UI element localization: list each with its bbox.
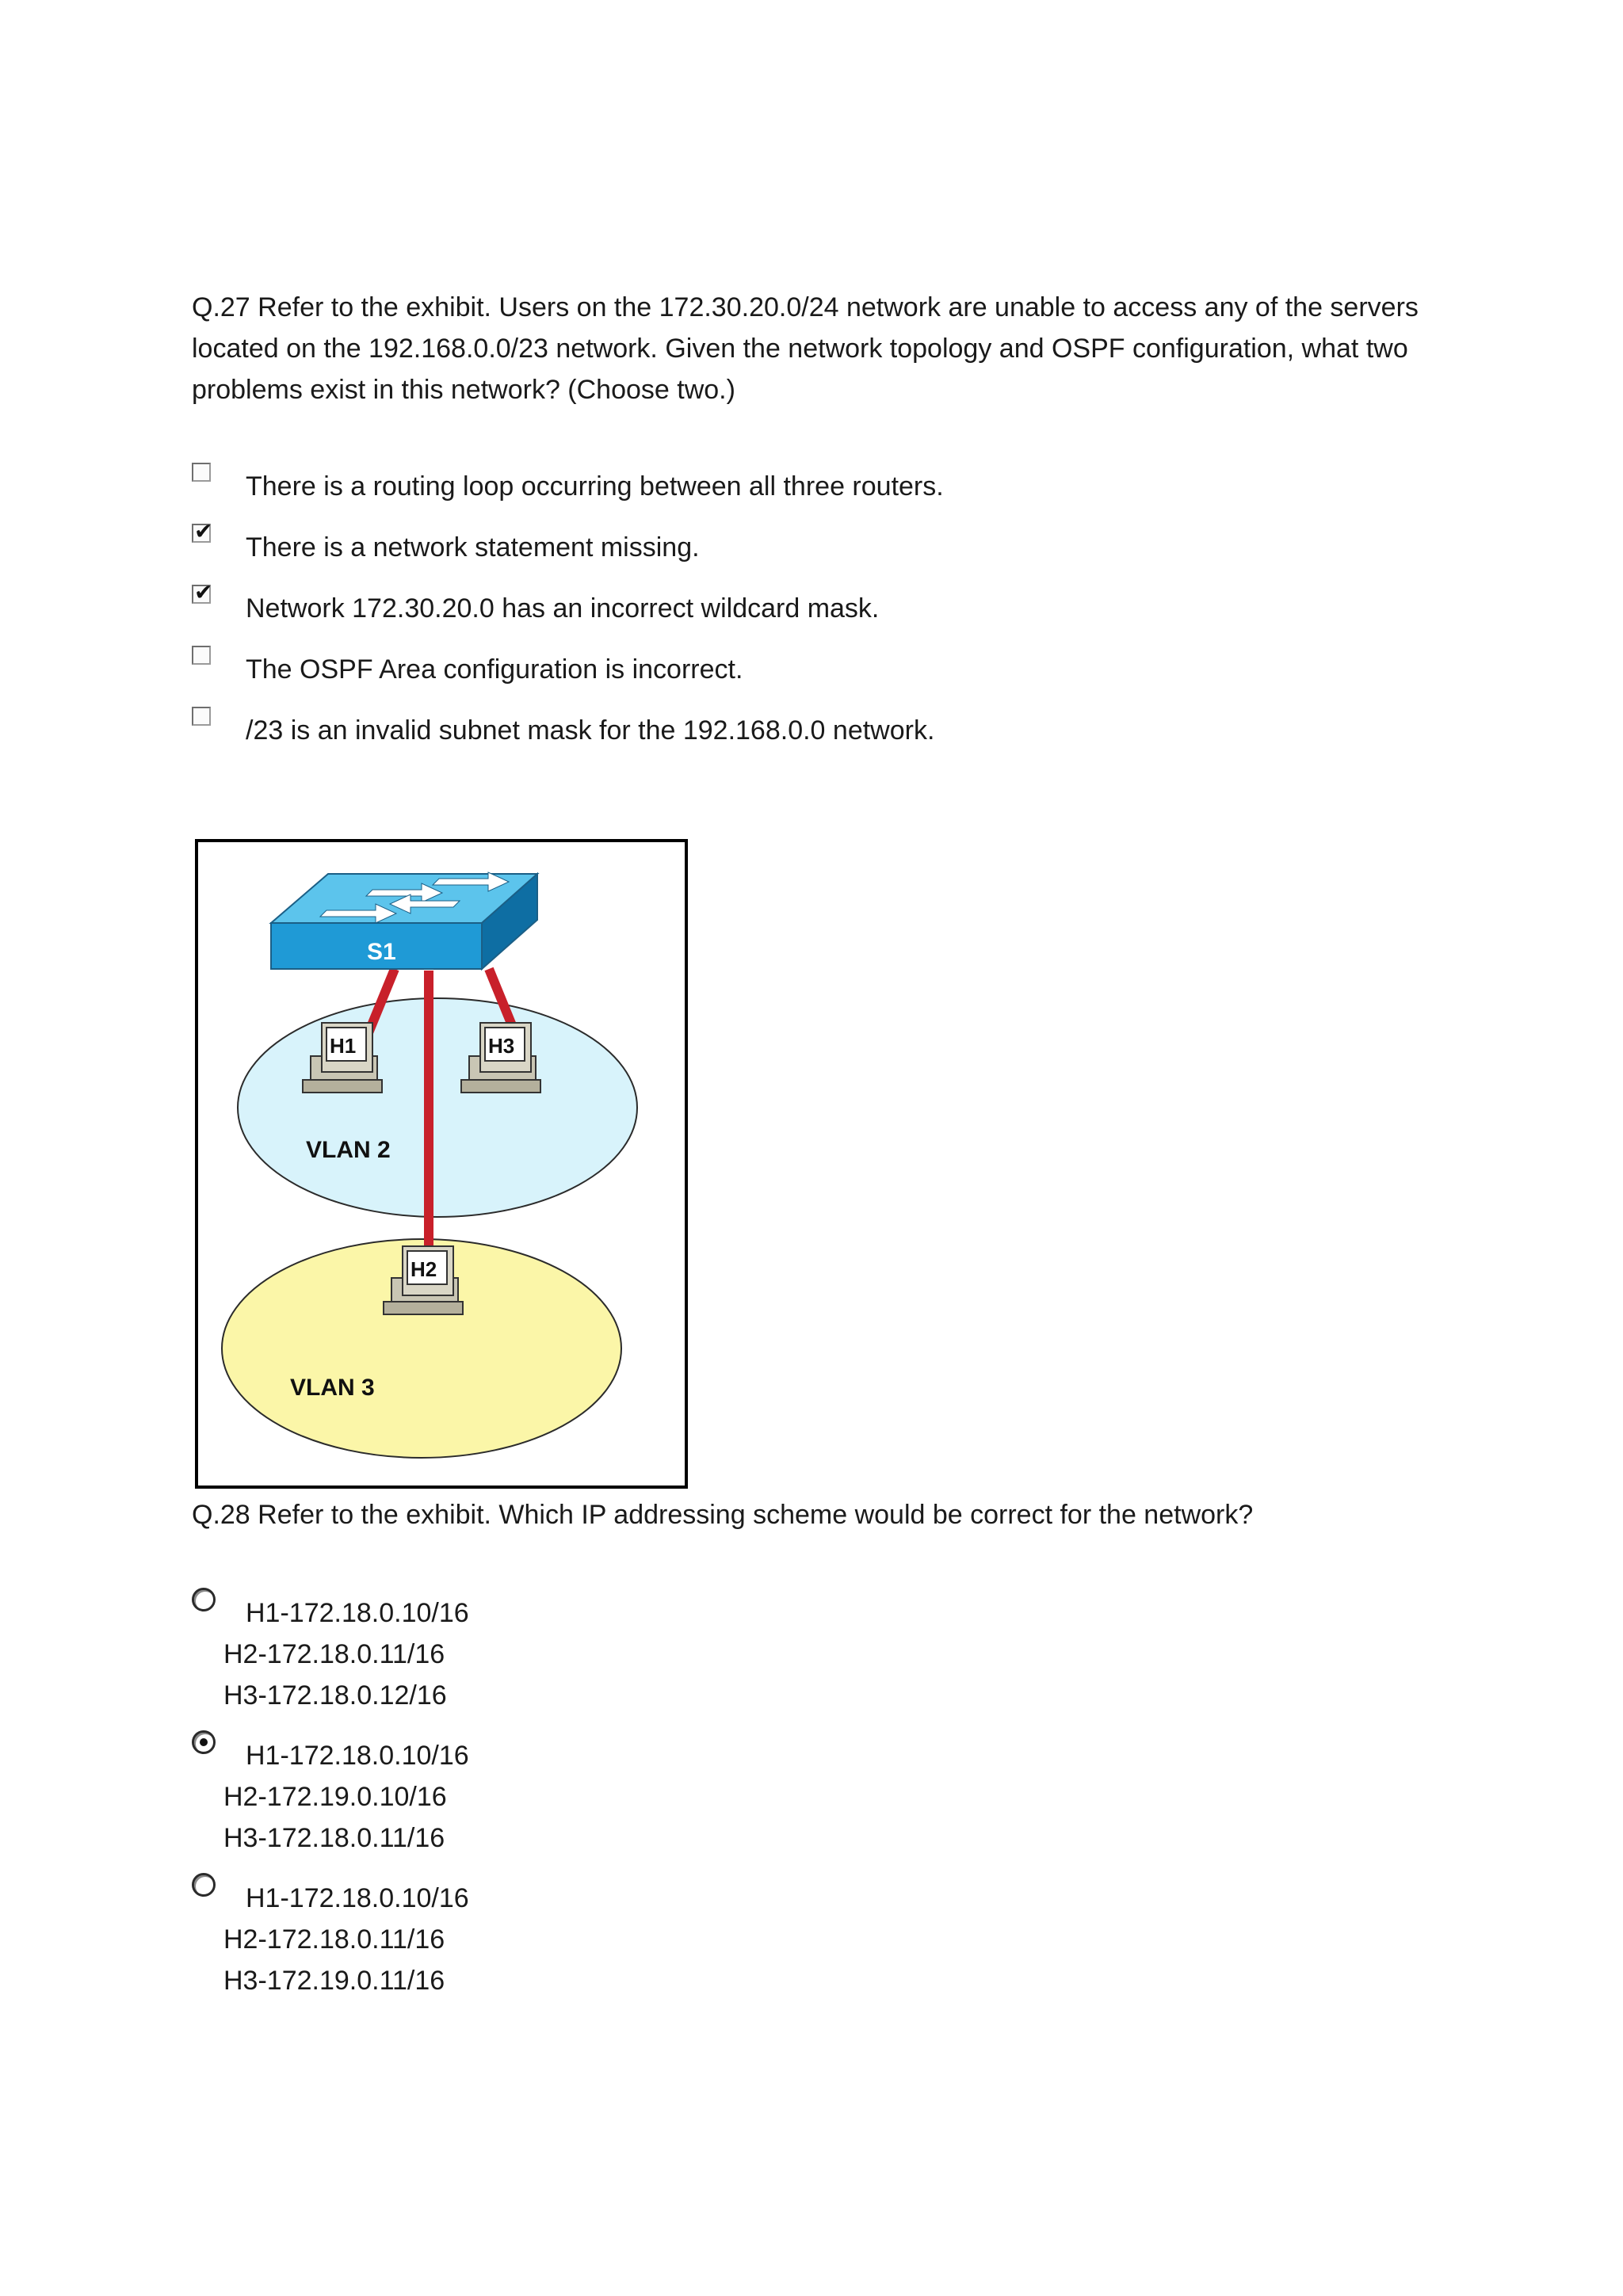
check-mark-icon: ✔ <box>194 580 213 605</box>
q27-option-1[interactable] <box>192 463 1381 510</box>
q28-option-1-line-2: H2-172.18.0.11/16 <box>223 1639 445 1669</box>
q28-option-2-line-1: H1-172.18.0.10/16 <box>246 1741 469 1771</box>
q28-option-1-line-1: H1-172.18.0.10/16 <box>246 1598 469 1628</box>
exhibit-network-diagram <box>195 839 688 1489</box>
switch-label: S1 <box>367 939 396 965</box>
check-mark-icon: ✔ <box>194 519 213 543</box>
host-h2-label: H2 <box>411 1257 437 1281</box>
host-h1-label: H1 <box>330 1034 357 1058</box>
q28-option-1-line-3: H3-172.18.0.12/16 <box>223 1680 447 1711</box>
q28-radio-2[interactable] <box>192 1730 216 1754</box>
q27-checkbox-1[interactable] <box>192 463 211 482</box>
q27-checkbox-3[interactable] <box>192 580 213 605</box>
q27-checkbox-4[interactable] <box>192 646 211 665</box>
q28-option-2-line-2: H2-172.19.0.10/16 <box>223 1782 447 1812</box>
vlan3-label: VLAN 3 <box>290 1375 375 1401</box>
question-28-text: Q.28 Refer to the exhibit. Which IP addressing scheme would be correct for the network? <box>192 1500 1254 1530</box>
q28-option-3-line-2: H2-172.18.0.11/16 <box>223 1924 445 1955</box>
q28-option-3-line-3: H3-172.19.0.11/16 <box>223 1966 445 1996</box>
q27-option-2-label: There is a network statement missing. <box>246 532 700 563</box>
q27-option-5[interactable] <box>192 707 1381 754</box>
q28-radio-1[interactable] <box>192 1588 216 1611</box>
q27-option-5-label: /23 is an invalid subnet mask for the 192.168.0.0 network. <box>246 715 935 746</box>
topology-svg <box>198 842 685 1486</box>
host-h3-label: H3 <box>488 1034 515 1058</box>
q27-option-4[interactable] <box>192 646 1381 693</box>
q27-option-2[interactable] <box>192 519 1381 571</box>
radio-selected-dot <box>200 1738 208 1746</box>
q27-option-3[interactable] <box>192 580 1381 632</box>
q28-option-3-line-1: H1-172.18.0.10/16 <box>246 1883 469 1913</box>
question-27-text: Q.27 Refer to the exhibit. Users on the 172.30.20.0/24 network are unable to access any of the servers located on the 192.168.0.0/23 network. Given the network topology and OSPF configuration, what two problems exist in this network? (Choose two.) <box>192 292 1419 405</box>
q27-checkbox-5[interactable] <box>192 707 211 726</box>
q28-radio-3[interactable] <box>192 1873 216 1897</box>
q27-checkbox-2[interactable] <box>192 519 213 543</box>
q27-option-4-label: The OSPF Area configuration is incorrect. <box>246 654 743 685</box>
vlan2-area <box>238 998 637 1217</box>
q27-option-3-label: Network 172.30.20.0 has an incorrect wildcard mask. <box>246 593 880 624</box>
vlan2-label: VLAN 2 <box>306 1137 391 1163</box>
q28-option-2-line-3: H3-172.18.0.11/16 <box>223 1823 445 1853</box>
q27-option-1-label: There is a routing loop occurring between all three routers. <box>246 471 944 502</box>
switch-s1-icon <box>271 872 537 969</box>
